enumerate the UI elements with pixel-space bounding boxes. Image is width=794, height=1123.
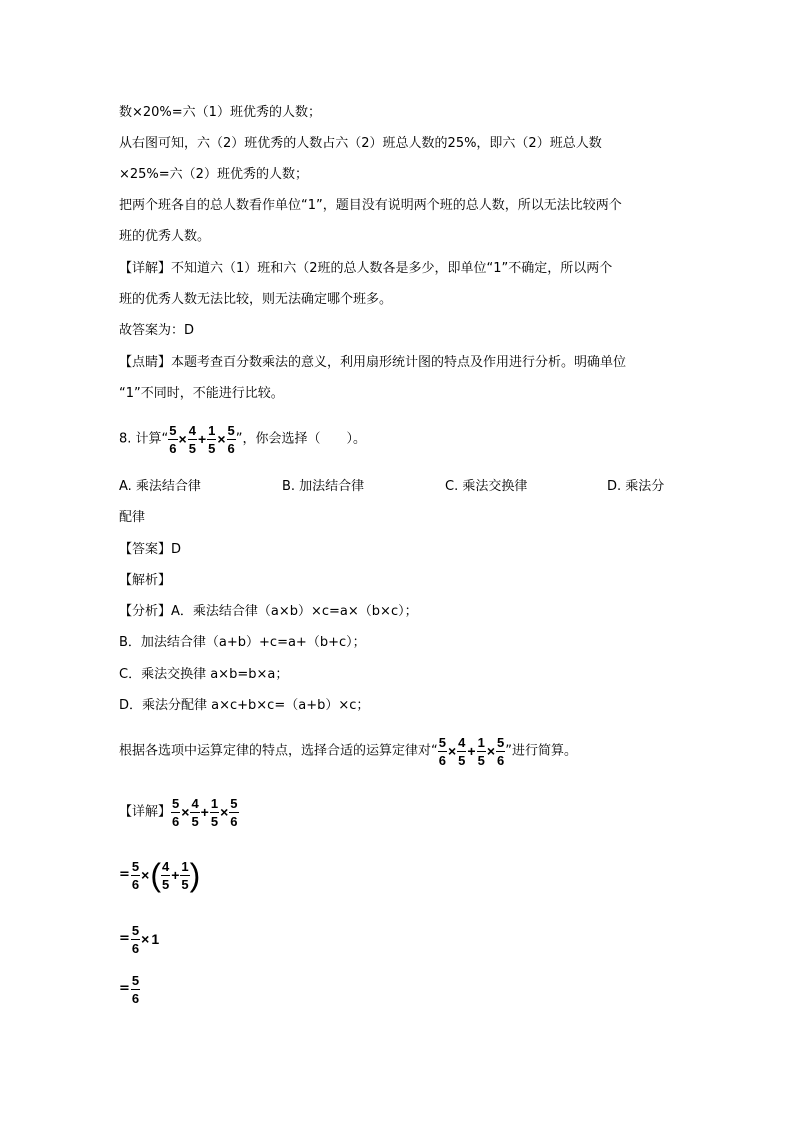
fraction-5-6: $\frac{5}{6}$ [131,922,140,956]
fraction-4-5: $\frac{4}{5}$ [191,795,199,829]
fraction-5-6: $\frac{5}{6}$ [169,422,177,456]
fraction-5-6: $\frac{5}{6}$ [497,734,505,768]
fraction-5-6: $\frac{5}{6}$ [438,734,446,768]
equals-sign: = [119,867,130,882]
option-b: B. 加法结合律 [282,479,365,494]
fraction-5-6: $\frac{5}{6}$ [227,422,235,456]
option-a: A. 乘法结合律 [119,479,201,494]
fraction-5-6: $\frac{5}{6}$ [230,795,238,829]
answer-label: 【答案】D [119,542,182,557]
expression-q8: $\frac{5}{6}$ × $\frac{4}{5}$ + $\frac{1}{5}$ × $\frac{5}{6}$ [169,422,235,456]
detail-label: 【详解】 [119,804,172,820]
detail-line-2: 班的优秀人数无法比较，则无法确定哪个班多。 [119,292,393,307]
option-d-wrap: 配律 [119,510,146,525]
option-c: C. 乘法交换律 [445,479,528,494]
text-line-4: 把两个班各自的总人数看作单位“1”，题目没有说明两个班的总人数，所以无法比较两个 [119,198,622,213]
choose-line [119,732,577,771]
detail-step-3 [119,970,140,1009]
comment-line-1: 【点睛】本题考查百分数乘法的意义，利用扇形统计图的特点及作用进行分析。明确单位 [119,355,627,370]
fraction-5-6: $\frac{5}{6}$ [172,795,180,829]
detail-step-1: = $\frac{5}{6}$ ×( $\frac{4}{5}$ + $\frac{1}{5}$ ) [119,857,201,893]
text-line-5: 班的优秀人数。 [119,229,211,244]
question-8-prefix: 8. 计算“ [119,431,169,447]
fraction-1-5: $\frac{1}{5}$ [477,734,485,768]
left-paren: ( [150,857,161,893]
question-8 [119,420,366,459]
detail-step-2: = $\frac{5}{6}$ × 1 [119,922,160,956]
expression-choose: $\frac{5}{6}$ × $\frac{4}{5}$ + $\frac{1}{5}$ × $\frac{5}{6}$ [438,734,505,768]
answer-line: 故答案为：D [119,323,195,338]
rule-commutative-multiplication: C．乘法交换律 a×b=b×a； [119,667,289,682]
analysis-title: 【解析】 [119,573,172,588]
fraction-4-5: $\frac{4}{5}$ [161,858,170,892]
fraction-4-5: $\frac{4}{5}$ [458,734,466,768]
fraction-4-5: $\frac{4}{5}$ [188,422,196,456]
expression-detail: $\frac{5}{6}$ × $\frac{4}{5}$ + $\frac{1}{5}$ × $\frac{5}{6}$ [172,795,238,829]
option-d: D. 乘法分 [607,479,665,494]
right-paren: ) [189,857,201,893]
rule-associative-multiplication: 【分析】A．乘法结合律（a×b）×c=a×（b×c）； [119,604,418,619]
rule-associative-addition: B．加法结合律（a+b）+c=a+（b+c）； [119,635,366,650]
choose-suffix: ”进行简算。 [505,743,577,759]
rule-distributive: D．乘法分配律 a×c+b×c=（a+b）×c； [119,698,370,713]
fraction-1-5: $\frac{1}{5}$ [181,858,189,892]
equals-sign: = [119,931,130,946]
detail-step-0 [119,793,239,832]
choose-prefix: 根据各选项中运算定律的特点，选择合适的运算定律对“ [119,743,438,759]
number-one: 1 [151,931,160,947]
fraction-5-6: $\frac{5}{6}$ [131,858,140,892]
text-line-1: 数×20%=六（1）班优秀的人数； [119,105,321,120]
detail-line-1: 【详解】不知道六（1）班和六（2班的总人数各是多少，即单位“1”不确定，所以两个 [119,261,613,276]
fraction-5-6: $\frac{5}{6}$ [131,972,140,1006]
fraction-1-5: $\frac{1}{5}$ [210,795,219,829]
text-line-2: 从右图可知，六（2）班优秀的人数占六（2）班总人数的25%，即六（2）班总人数 [119,136,602,151]
fraction-1-5: $\frac{1}{5}$ [208,422,216,456]
question-8-suffix: ”，你会选择（ ）。 [235,431,367,447]
comment-line-2: “1”不同时，不能进行比较。 [119,386,284,401]
text-line-3: ×25%=六（2）班优秀的人数； [119,167,308,182]
equals-sign: = [119,981,130,996]
